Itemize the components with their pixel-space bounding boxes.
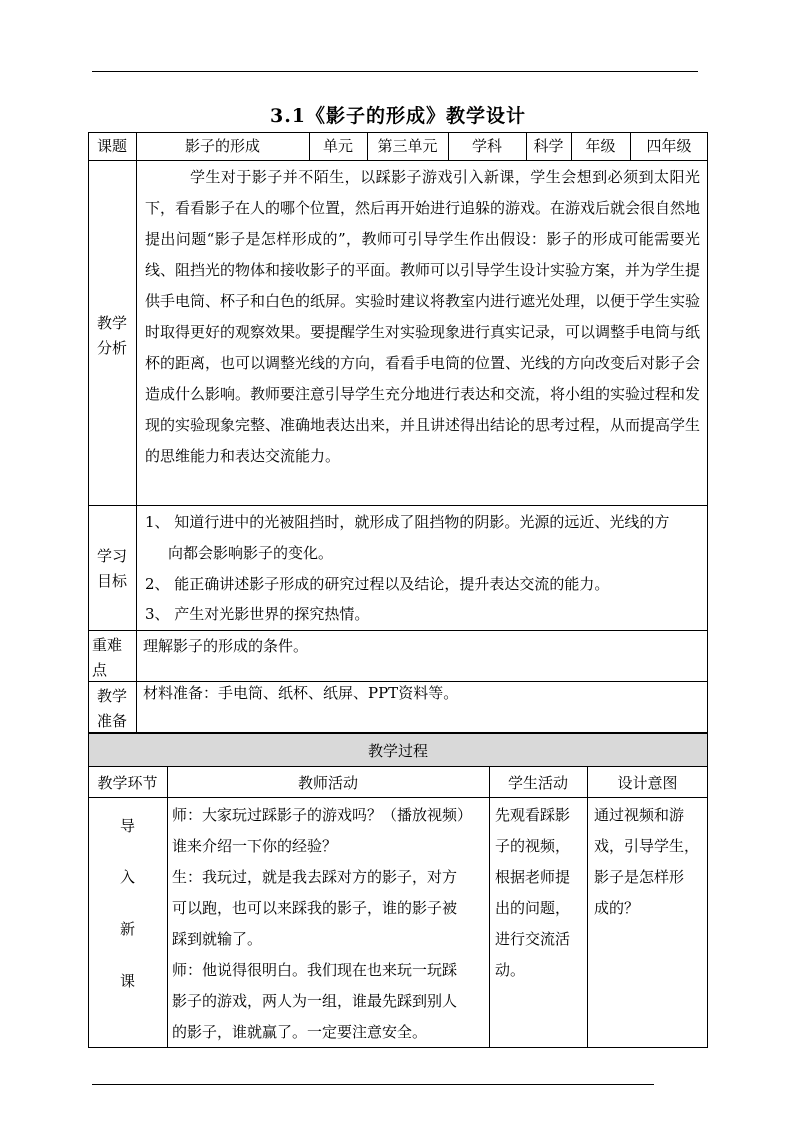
col-student: 学生活动 [507, 774, 568, 792]
label-topic: 课题 [96, 137, 127, 155]
teacher-activity [172, 800, 487, 1048]
label-unit: 单元 [322, 137, 353, 155]
student-line: 根据老师提 [495, 868, 571, 886]
preparation-text: 材料准备：手电筒、纸杯、纸屏、PPT资料等。 [143, 684, 459, 702]
unit-value: 第三单元 [377, 137, 438, 155]
teacher-line: 师：他说得很明白。我们现在也来玩一玩踩 [172, 961, 458, 979]
objective-item-1-cont: 向都会影响影子的变化。 [168, 544, 334, 562]
stage-char: 课 [119, 972, 135, 990]
footer-rule [92, 1084, 654, 1085]
student-line: 进行交流活 [495, 930, 571, 948]
teacher-line: 师：大家玩过踩影子的游戏吗？（播放视频） [172, 806, 473, 824]
preparation-label: 教学准备 [96, 687, 127, 730]
student-line: 动。 [495, 961, 526, 979]
keypoints-text: 理解影子的形成的条件。 [143, 637, 309, 655]
intent-line: 通过视频和游 [594, 806, 685, 824]
col-teacher: 教师活动 [297, 774, 358, 792]
design-intent [594, 800, 706, 924]
stage-char: 导 [119, 817, 135, 835]
objective-item-3: 3、 产生对光影世界的探究热情。 [145, 605, 370, 623]
student-line: 先观看踩影 [495, 806, 571, 824]
teacher-line: 谁来介绍一下你的经验？ [172, 837, 338, 855]
col-stage: 教学环节 [97, 774, 158, 792]
process-heading: 教学过程 [367, 742, 428, 760]
topic-value: 影子的形成 [184, 137, 260, 155]
student-activity [495, 800, 587, 986]
teacher-line: 踩到就输了。 [172, 930, 263, 948]
stage-char: 入 [119, 868, 135, 886]
analysis-label: 教学分析 [96, 314, 127, 357]
student-line: 子的视频， [495, 837, 571, 855]
teacher-line: 生：我玩过，就是我去踩对方的影子，对方 [172, 868, 458, 886]
teacher-line: 可以跑，也可以来踩我的影子，谁的影子被 [172, 899, 458, 917]
grade-value: 四年级 [646, 137, 692, 155]
intent-line: 成的？ [594, 899, 640, 917]
keypoints-label: 重难点 [92, 636, 123, 679]
objectives-label: 学习目标 [96, 547, 127, 590]
label-grade: 年级 [585, 137, 616, 155]
label-subject: 学科 [471, 137, 502, 155]
col-intent: 设计意图 [617, 774, 678, 792]
intent-line: 影子是怎样形 [594, 868, 685, 886]
objective-item-1: 1、 知道行进中的光被阻挡时，就形成了阻挡物的阴影。光源的远近、光线的方 [145, 513, 670, 531]
intent-line: 戏，引导学生， [594, 837, 700, 855]
teacher-line: 影子的游戏，两人为一组，谁最先踩到别人 [172, 992, 458, 1010]
analysis-text: 学生对于影子并不陌生，以踩影子游戏引入新课，学生会想到必须到太阳光下，看看影子在人的哪个位置，然后再开始进行追躲的游戏。在游戏后就会很自然地提出问题“影子是怎样形成的”，教师可引导学生作出假设：影子的形成可能需要光线、阻挡光的物体和接收影子的平面。教师可以引导学生设计实验方案，并为学生提供手电筒、杯子和白色的纸屏。实验时建议将教室内进行遮光处理，以便于学生实验时取得更好的观察效果。要提醒学生对实验现象进行真实记录，可以调整手电筒与纸杯的距离，也可以调整光线的方向，看看手电筒的位置、光线的方向改变后对影子会造成什么影响。教师要注意引导学生充分地进行表达和交流，将小组的实验过程和发现的实验现象完整、准确地表达出来，并且讲述得出结论的思考过程，从而提高学生的思维能力和表达交流能力。 [145, 168, 701, 465]
teacher-line: 的影子，谁就赢了。一定要注意安全。 [172, 1023, 428, 1041]
document-title: 3.1《影子的形成》教学设计 [269, 105, 527, 127]
student-line: 出的问题， [495, 899, 571, 917]
header-rule [92, 71, 698, 72]
stage-char: 新 [119, 920, 135, 938]
objective-item-2: 2、 能正确讲述影子形成的研究过程以及结论，提升表达交流的能力。 [145, 575, 610, 593]
subject-value: 科学 [533, 137, 564, 155]
